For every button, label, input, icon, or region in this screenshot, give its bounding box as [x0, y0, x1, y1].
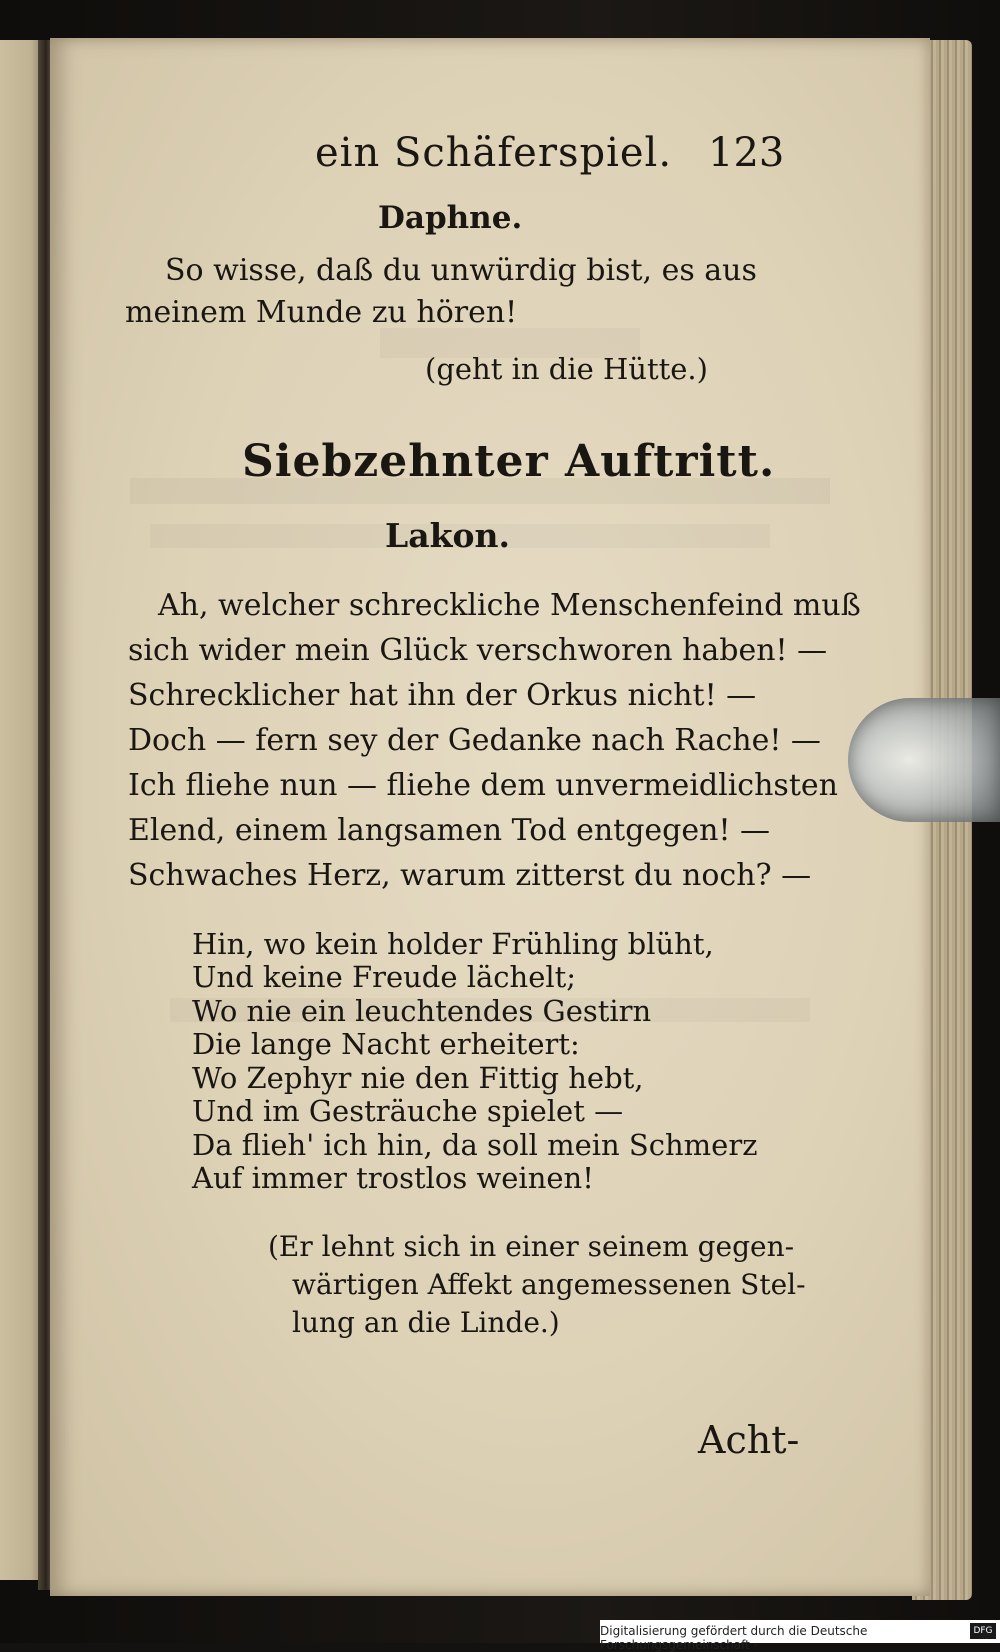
- digitization-credit: Digitalisierung gefördert durch die Deutsche Forschungsgemeinschaft ·: [600, 1624, 868, 1652]
- prose-line: So wisse, daß du unwürdig bist, es aus: [165, 253, 757, 288]
- verse-line: Auf immer trostlos weinen!: [192, 1161, 594, 1195]
- prose-line: sich wider mein Glück verschworen haben! —: [128, 633, 828, 668]
- catchword: Acht-: [698, 1418, 800, 1462]
- prose-line: Schrecklicher hat ihn der Orkus nicht! —: [128, 678, 757, 713]
- page-clip: [848, 698, 1000, 822]
- speaker-daphne: Daphne.: [378, 200, 523, 236]
- stage-direction-line: lung an die Linde.): [292, 1306, 560, 1339]
- verse-line: Die lange Nacht erheitert:: [192, 1027, 580, 1061]
- prose-line: Elend, einem langsamen Tod entgegen! —: [128, 813, 771, 848]
- footer-bar: [600, 1620, 1000, 1652]
- verse-line: Hin, wo kein holder Frühling blüht,: [192, 927, 714, 961]
- verse-line: Wo nie ein leuchtendes Gestirn: [192, 994, 652, 1028]
- prose-line: Ich fliehe nun — fliehe dem unvermeidlichsten: [128, 768, 838, 803]
- speaker-lakon: Lakon.: [385, 516, 510, 555]
- prose-line: Ah, welcher schreckliche Menschenfeind muß: [158, 588, 861, 623]
- prose-line: Schwaches Herz, warum zitterst du noch? —: [128, 858, 812, 893]
- scene-heading: Siebzehnter Auftritt.: [242, 436, 776, 487]
- prose-line: meinem Munde zu hören!: [125, 295, 518, 330]
- verse-line: Und im Gesträuche spielet —: [192, 1094, 624, 1128]
- prose-line: Doch — fern sey der Gedanke nach Rache! —: [128, 723, 821, 758]
- verse-line: Da flieh' ich hin, da soll mein Schmerz: [192, 1128, 758, 1162]
- page-number: 123: [708, 130, 785, 176]
- dfg-logo: DFG: [970, 1623, 996, 1639]
- stage-direction: (geht in die Hütte.): [425, 352, 708, 386]
- running-head: ein Schäferspiel.: [315, 130, 673, 176]
- book-page: [50, 38, 930, 1596]
- verse-line: Und keine Freude lächelt;: [192, 960, 577, 994]
- stage-direction-line: (Er lehnt sich in einer seinem gegen-: [268, 1230, 795, 1263]
- verse-line: Wo Zephyr nie den Fittig hebt,: [192, 1061, 644, 1095]
- stage-direction-line: wärtigen Affekt angemessenen Stel-: [292, 1268, 806, 1301]
